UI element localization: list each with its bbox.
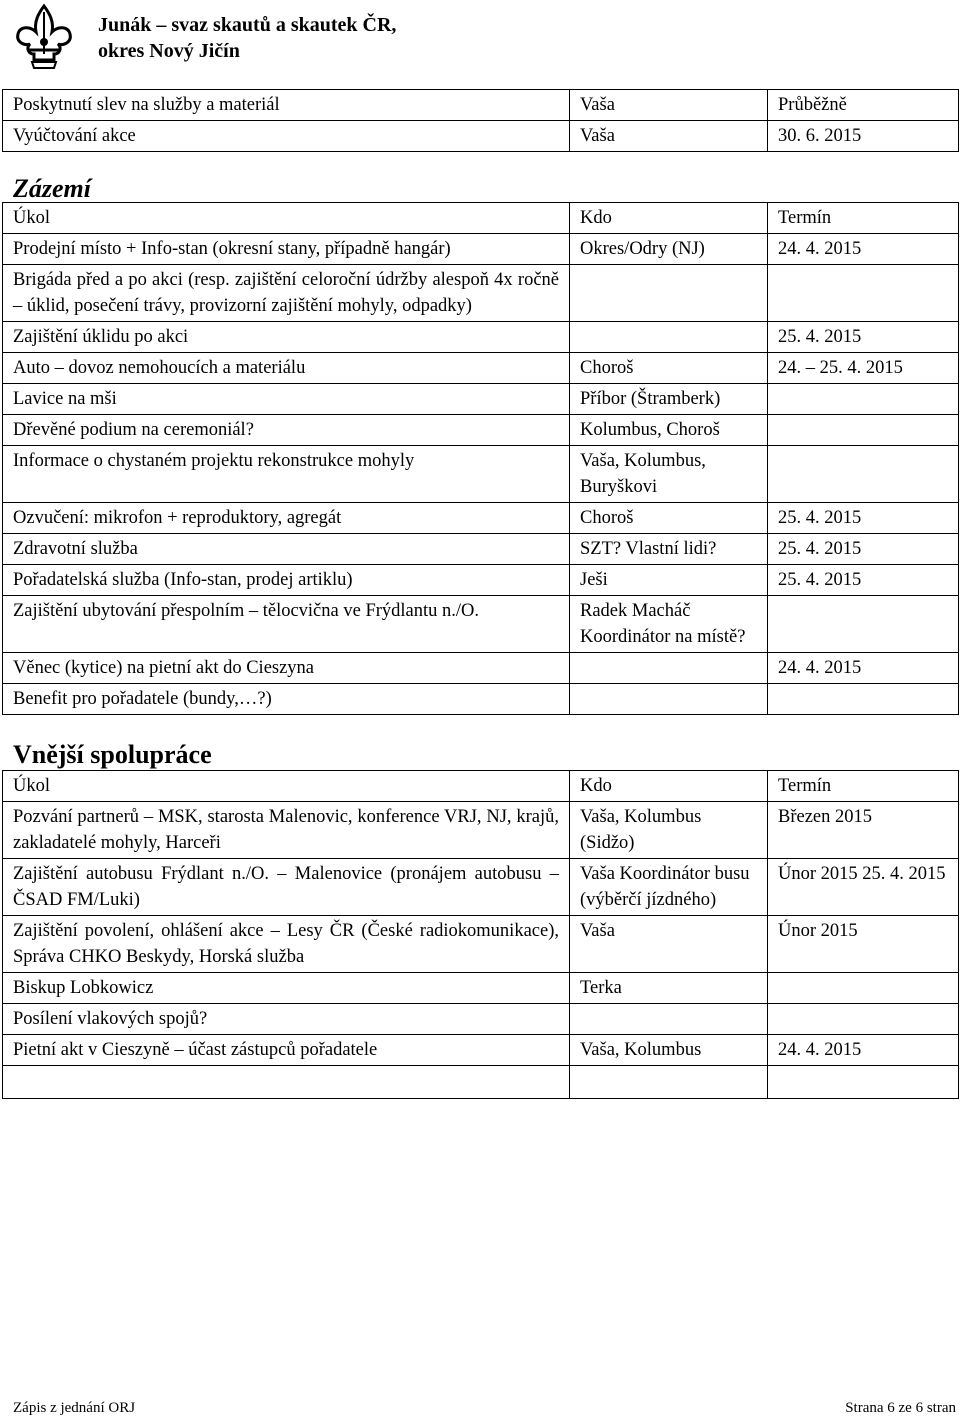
owner-cell: Vaša, Kolumbus (570, 1035, 768, 1066)
owner-cell: Kolumbus, Choroš (570, 415, 768, 446)
task-cell: Zajištění úklidu po akci (3, 322, 570, 353)
owner-cell: Radek Macháč Koordinátor na místě? (570, 596, 768, 653)
task-cell: Biskup Lobkowicz (3, 973, 570, 1004)
org-line-1: Junák – svaz skautů a skautek ČR, (98, 14, 397, 36)
owner-cell (570, 322, 768, 353)
task-cell: Pozvání partnerů – MSK, starosta Malenovic, konference VRJ, NJ, krajů, zakladatelé mohyly, Harceři (3, 802, 570, 859)
section-title-zazemi: Zázemí (13, 174, 91, 203)
table-row (3, 121, 959, 152)
task-cell: Ozvučení: mikrofon + reproduktory, agregát (3, 503, 570, 534)
deadline-cell: Březen 2015 (768, 802, 959, 859)
header-ukol: Úkol (3, 771, 570, 802)
zazemi-table (2, 202, 959, 715)
table-row (3, 503, 959, 534)
table-row (3, 565, 959, 596)
table-row (3, 415, 959, 446)
deadline-cell: 25. 4. 2015 (768, 503, 959, 534)
table-row (3, 534, 959, 565)
deadline-cell (768, 384, 959, 415)
owner-cell: Vaša, Kolumbus, Buryškovi (570, 446, 768, 503)
owner-cell (570, 1004, 768, 1035)
deadline-cell: 25. 4. 2015 (768, 565, 959, 596)
task-cell: Brigáda před a po akci (resp. zajištění celoroční údržby alespoň 4x ročně – úklid, posečení trávy, provizorní zajištění mohyly, odpadky) (3, 265, 570, 322)
header-termin: Termín (768, 203, 959, 234)
footer-page-number: Strana 6 ze 6 stran (845, 1400, 956, 1416)
table-row (3, 353, 959, 384)
deadline-cell (768, 265, 959, 322)
owner-cell: Okres/Odry (NJ) (570, 234, 768, 265)
task-cell: Pietní akt v Cieszyně – účast zástupců pořadatele (3, 1035, 570, 1066)
deadline-cell (768, 596, 959, 653)
task-cell: Lavice na mši (3, 384, 570, 415)
owner-cell: SZT? Vlastní lidi? (570, 534, 768, 565)
spoluprace-table (2, 770, 959, 1099)
empty-cell (768, 1066, 959, 1099)
empty-cell (3, 1066, 570, 1099)
owner-cell: Vaša, Kolumbus (Sidžo) (570, 802, 768, 859)
task-cell: Pořadatelská služba (Info-stan, prodej artiklu) (3, 565, 570, 596)
task-cell: Posílení vlakových spojů? (3, 1004, 570, 1035)
owner-cell: Ješi (570, 565, 768, 596)
organization-name (98, 12, 396, 64)
section-title-spoluprace: Vnější spolupráce (13, 740, 212, 769)
table-row (3, 802, 959, 859)
deadline-cell: 25. 4. 2015 (768, 534, 959, 565)
owner-cell: Choroš (570, 503, 768, 534)
owner-cell: Vaša (570, 90, 768, 121)
table-row (3, 322, 959, 353)
table-row (3, 653, 959, 684)
deadline-cell: 25. 4. 2015 (768, 322, 959, 353)
deadline-cell: 24. 4. 2015 (768, 234, 959, 265)
owner-cell (570, 265, 768, 322)
footer-doc-title: Zápis z jednání ORJ (13, 1400, 136, 1416)
table-row (3, 234, 959, 265)
owner-cell: Vaša (570, 916, 768, 973)
deadline-cell (768, 415, 959, 446)
task-cell: Vyúčtování akce (3, 121, 570, 152)
org-line-2: okres Nový Jičín (98, 40, 240, 62)
table-row (3, 596, 959, 653)
owner-cell (570, 684, 768, 715)
table-row (3, 446, 959, 503)
deadline-cell (768, 446, 959, 503)
top-task-table (2, 89, 959, 152)
header-termin: Termín (768, 771, 959, 802)
task-cell: Věnec (kytice) na pietní akt do Cieszyna (3, 653, 570, 684)
owner-cell (570, 653, 768, 684)
blank-row (3, 1066, 959, 1099)
task-cell: Zajištění autobusu Frýdlant n./O. – Malenovice (pronájem autobusu – ČSAD FM/Luki) (3, 859, 570, 916)
deadline-cell: Únor 2015 25. 4. 2015 (768, 859, 959, 916)
deadline-cell: 24. 4. 2015 (768, 1035, 959, 1066)
table-row (3, 265, 959, 322)
table-row (3, 973, 959, 1004)
task-cell: Zajištění ubytování přespolním – tělocvična ve Frýdlantu n./O. (3, 596, 570, 653)
header-ukol: Úkol (3, 203, 570, 234)
deadline-cell: 24. 4. 2015 (768, 653, 959, 684)
deadline-cell: 30. 6. 2015 (768, 121, 959, 152)
task-cell: Zdravotní služba (3, 534, 570, 565)
table-header-row (3, 771, 959, 802)
table-row (3, 859, 959, 916)
owner-cell: Vaša (570, 121, 768, 152)
header-kdo: Kdo (570, 203, 768, 234)
deadline-cell: Únor 2015 (768, 916, 959, 973)
task-cell: Zajištění povolení, ohlášení akce – Lesy ČR (České radiokomunikace), Správa CHKO Beskydy, Horská služba (3, 916, 570, 973)
task-cell: Auto – dovoz nemohoucích a materiálu (3, 353, 570, 384)
task-cell: Prodejní místo + Info-stan (okresní stany, případně hangár) (3, 234, 570, 265)
table-row (3, 1035, 959, 1066)
empty-cell (570, 1066, 768, 1099)
deadline-cell: 24. – 25. 4. 2015 (768, 353, 959, 384)
scout-fleur-de-lis-logo (10, 2, 78, 70)
task-cell: Dřevěné podium na ceremoniál? (3, 415, 570, 446)
table-row (3, 90, 959, 121)
deadline-cell (768, 973, 959, 1004)
owner-cell: Terka (570, 973, 768, 1004)
table-row (3, 916, 959, 973)
task-cell: Benefit pro pořadatele (bundy,…?) (3, 684, 570, 715)
header-kdo: Kdo (570, 771, 768, 802)
table-header-row (3, 203, 959, 234)
deadline-cell (768, 684, 959, 715)
owner-cell: Příbor (Štramberk) (570, 384, 768, 415)
owner-cell: Choroš (570, 353, 768, 384)
task-cell: Poskytnutí slev na služby a materiál (3, 90, 570, 121)
owner-cell: Vaša Koordinátor busu (výběrčí jízdného) (570, 859, 768, 916)
task-cell: Informace o chystaném projektu rekonstrukce mohyly (3, 446, 570, 503)
deadline-cell: Průběžně (768, 90, 959, 121)
table-row (3, 384, 959, 415)
table-row (3, 684, 959, 715)
deadline-cell (768, 1004, 959, 1035)
table-row (3, 1004, 959, 1035)
